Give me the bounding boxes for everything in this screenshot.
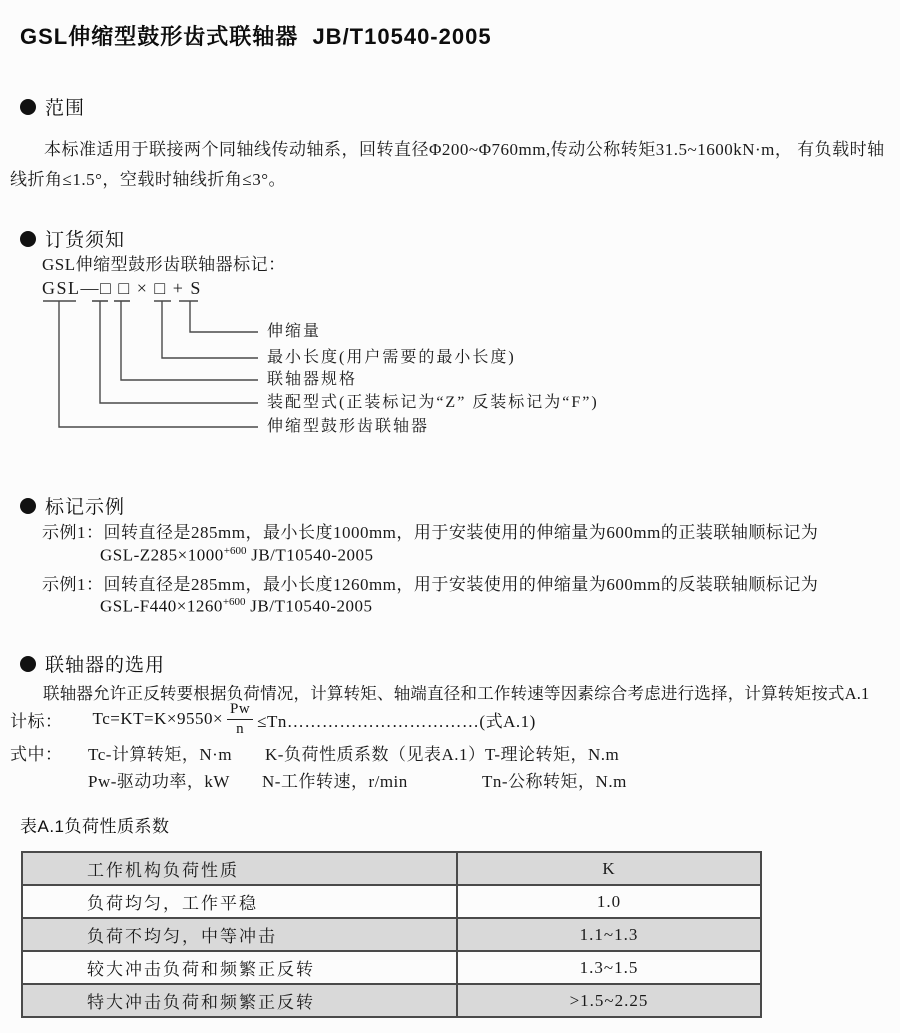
formula-left: Tc=KT=K×9550× — [92, 709, 224, 728]
def-item: N-工作转速，r/min — [262, 772, 408, 791]
fraction — [227, 702, 253, 737]
table-row — [22, 984, 761, 1017]
section-heading-examples — [20, 492, 125, 519]
def-item: Pw-驱动功率，kW — [88, 772, 230, 791]
example-code-std: JB/T10540-2005 — [245, 596, 373, 616]
section-heading-ordering-label: 订货须知 — [45, 230, 126, 251]
marking-code: GSL—□ □ × □ + S — [42, 278, 202, 298]
table-row — [22, 951, 761, 984]
table-cell: 1.0 — [457, 885, 761, 918]
bullet-icon — [20, 498, 36, 514]
formula-row — [10, 700, 536, 738]
load-factor-table — [21, 851, 762, 1018]
example-code — [100, 545, 373, 566]
example-desc: 示例1：回转直径是285mm，最小长度1260mm，用于安装使用的伸缩量为600mm的反装联轴顺标记为 — [42, 575, 819, 594]
selection-paragraph: 联轴器允许正反转要根据负荷情况，计算转矩、轴端直径和工作转速等因素综合考虑进行选择，计算转矩按式A.1 — [43, 684, 870, 703]
fraction-denominator: n — [236, 720, 245, 737]
diagram-label: 伸缩型鼓形齿联轴器 — [267, 418, 430, 435]
formula-right: ≤Tn……………………………(式A.1) — [257, 711, 536, 731]
section-heading-examples-label: 标记示例 — [45, 497, 126, 518]
example-code-sup: +600 — [223, 545, 247, 557]
table-header-row — [22, 852, 761, 885]
table-cell: >1.5~2.25 — [457, 984, 761, 1017]
diagram-label: 最小长度(用户需要的最小长度) — [267, 349, 516, 366]
table-title: 表A.1负荷性质系数 — [20, 817, 170, 836]
table-cell: 特大冲击负荷和频繁正反转 — [22, 984, 457, 1017]
table-cell: 较大冲击负荷和频繁正反转 — [22, 951, 457, 984]
table-cell: 负荷均匀，工作平稳 — [22, 885, 457, 918]
table-cell: 负荷不均匀，中等冲击 — [22, 918, 457, 951]
table-row — [22, 885, 761, 918]
example-code-main: GSL-Z285×1000 — [100, 545, 224, 565]
table-cell: 1.1~1.3 — [457, 918, 761, 951]
section-heading-ordering — [20, 225, 125, 252]
page-title: GSL伸缩型鼓形齿式联轴器 JB/T10540-2005 — [20, 24, 492, 49]
where-label: 式中： — [10, 745, 63, 764]
bullet-icon — [20, 656, 36, 672]
example-code-std: JB/T10540-2005 — [246, 545, 374, 565]
diagram-label: 联轴器规格 — [267, 371, 358, 388]
bullet-icon — [20, 231, 36, 247]
section-heading-scope-label: 范围 — [45, 98, 86, 119]
section-heading-scope — [20, 93, 85, 120]
def-item: K-负荷性质系数（见表A.1） — [265, 745, 486, 764]
example-desc: 示例1：回转直径是285mm，最小长度1000mm，用于安装使用的伸缩量为600mm的正装联轴顺标记为 — [42, 523, 819, 542]
diagram-label: 伸缩量 — [267, 323, 322, 340]
formula-label: 计标： — [10, 711, 63, 731]
example-code-sup: +600 — [222, 596, 246, 608]
section-heading-selection — [20, 650, 165, 677]
ordering-intro: GSL伸缩型鼓形齿联轴器标记： — [42, 255, 286, 274]
def-item: T-理论转矩，N.m — [485, 745, 620, 764]
marking-diagram — [0, 275, 700, 450]
example-code-main: GSL-F440×1260 — [100, 596, 223, 616]
table-header-cell: K — [457, 852, 761, 885]
table-row — [22, 918, 761, 951]
def-item: Tc-计算转矩，N·m — [88, 745, 233, 764]
scope-paragraph: 本标准适用于联接两个同轴线传动轴系，回转直径Φ200~Φ760mm,传动公称转矩31.5~1600kN·m， 有负载时轴线折角≤1.5°，空载时轴线折角≤3°。 — [10, 140, 885, 189]
bullet-icon — [20, 99, 36, 115]
fraction-numerator: Pw — [227, 702, 253, 720]
section-heading-selection-label: 联轴器的选用 — [45, 655, 166, 676]
diagram-label: 装配型式(正装标记为“Z” 反装标记为“F”) — [267, 394, 599, 411]
table-header-cell: 工作机构负荷性质 — [22, 852, 457, 885]
example-code — [100, 596, 373, 617]
def-item: Tn-公称转矩，N.m — [482, 772, 627, 791]
table-cell: 1.3~1.5 — [457, 951, 761, 984]
